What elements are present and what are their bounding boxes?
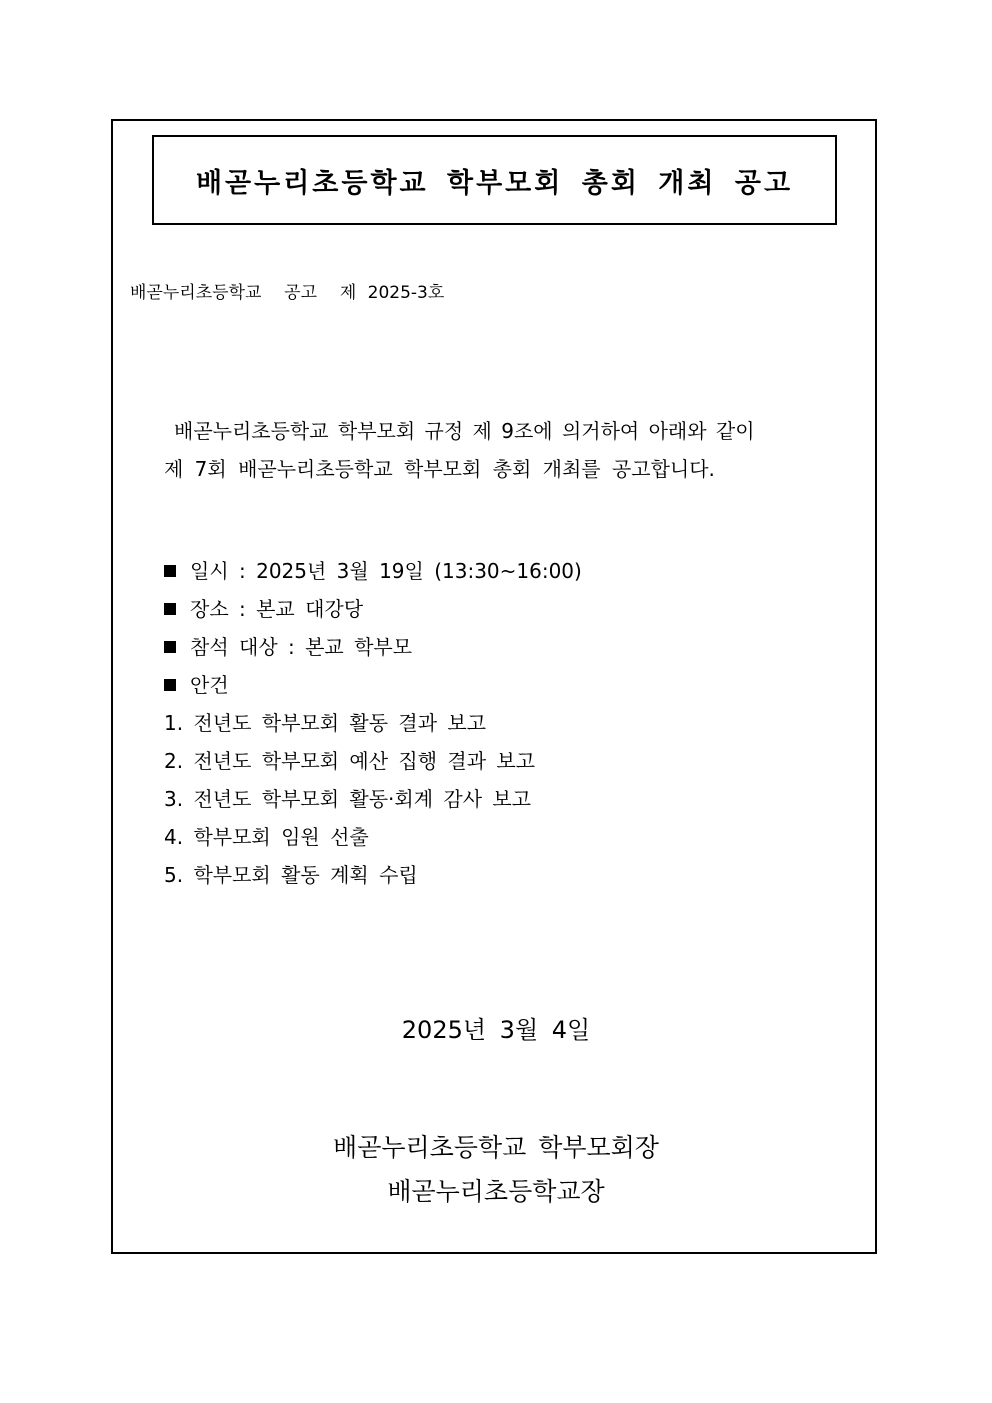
signatory-principal: 배곧누리초등학교장: [387, 1177, 605, 1206]
title-box: [152, 135, 837, 225]
notice-date: 2025년 3월 4일: [401, 1016, 591, 1044]
agenda-item: 1. 전년도 학부모회 활동 결과 보고: [164, 711, 487, 735]
square-bullet-icon: [164, 603, 176, 615]
agenda-item: 2. 전년도 학부모회 예산 집행 결과 보고: [164, 749, 536, 773]
attendees-item: [164, 628, 582, 666]
notice-number: 배곧누리초등학교 공고 제 2025-3호: [130, 283, 445, 303]
document-title: 배곧누리초등학교 학부모회 총회 개최 공고: [195, 167, 794, 199]
venue-text: 장소 : 본교 대강당: [190, 597, 364, 621]
agenda-item: 5. 학부모회 활동 계획 수립: [164, 863, 418, 887]
intro-line-2: 제 7회 배곧누리초등학교 학부모회 총회 개최를 공고합니다.: [164, 457, 715, 481]
square-bullet-icon: [164, 641, 176, 653]
agenda-item: 4. 학부모회 임원 선출: [164, 825, 369, 849]
intro-paragraph: [164, 412, 836, 488]
square-bullet-icon: [164, 679, 176, 691]
agenda-item: 3. 전년도 학부모회 활동·회계 감사 보고: [164, 787, 532, 811]
venue-item: [164, 590, 582, 628]
details-list: [164, 552, 582, 894]
datetime-text: 일시 : 2025년 3월 19일 (13:30~16:00): [190, 559, 582, 583]
datetime-item: [164, 552, 582, 590]
agenda-heading: 안건: [190, 673, 229, 697]
agenda-heading-item: [164, 666, 582, 704]
attendees-text: 참석 대상 : 본교 학부모: [190, 635, 413, 659]
square-bullet-icon: [164, 565, 176, 577]
intro-line-1: 배곧누리초등학교 학부모회 규정 제 9조에 의거하여 아래와 같이: [174, 419, 755, 443]
signatory-parent-association-president: 배곧누리초등학교 학부모회장: [333, 1133, 659, 1162]
